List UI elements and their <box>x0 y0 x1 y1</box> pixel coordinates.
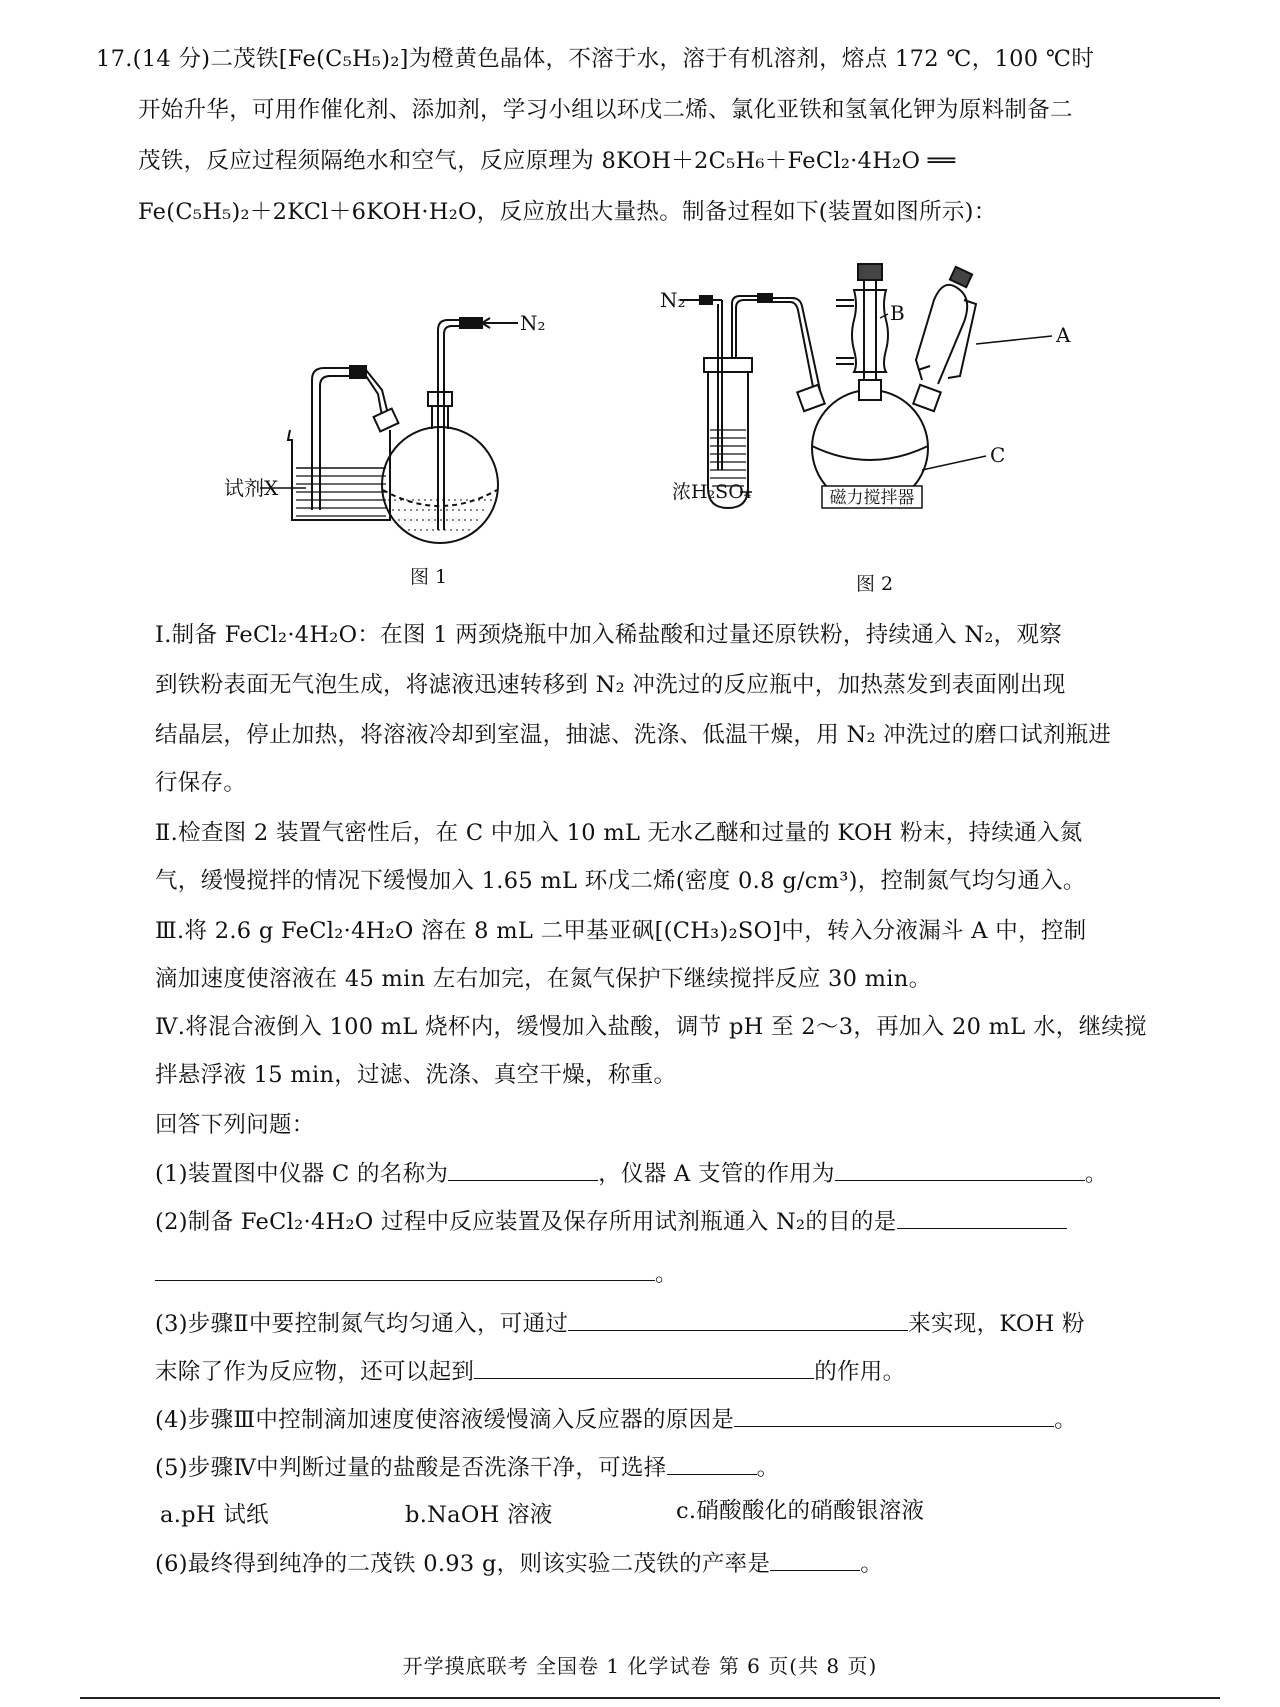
q6-text-a: (6)最终得到纯净的二茂铁 0.93 g，则该实验二茂铁的产率是 <box>155 1551 771 1577</box>
q3-blank-2[interactable] <box>474 1356 814 1379</box>
figure-1-apparatus <box>200 290 620 600</box>
step-1-line-3: 结晶层，停止加热，将溶液冷却到室温，抽滤、洗涤、低温干燥，用 N₂ 冲洗过的磨口试剂瓶进 <box>155 722 1112 748</box>
step-2-line-2: 气，缓慢搅拌的情况下缓慢加入 1.65 mL 环戊二烯(密度 0.8 g/cm³)，控制氮气均匀通入。 <box>155 868 1086 894</box>
fig2-label-c: C <box>990 443 1006 467</box>
q2-blank-2[interactable] <box>155 1258 655 1281</box>
q3-text-b: 来实现，KOH 粉 <box>908 1311 1085 1337</box>
step-1-line-4: 行保存。 <box>155 770 247 796</box>
fig2-n2-label: N₂ <box>660 288 686 312</box>
fig2-label-a: A <box>1056 323 1071 347</box>
q2-text-a: (2)制备 FeCl₂·4H₂O 过程中反应装置及保存所用试剂瓶通入 N₂的目的是 <box>155 1209 897 1235</box>
option-c: c.硝酸酸化的硝酸银溶液 <box>676 1498 925 1524</box>
question-6 <box>155 1548 883 1579</box>
figure-2-apparatus <box>660 260 1080 600</box>
fig1-reagent-label: 试剂X <box>224 476 279 500</box>
fig2-caption: 图 2 <box>856 573 894 595</box>
stirrer-label: 磁力搅拌器 <box>829 488 915 508</box>
step-1-line-2: 到铁粉表面无气泡生成，将滤液迅速转移到 N₂ 冲洗过的反应瓶中，加热蒸发到表面刚出现 <box>155 672 1066 698</box>
question-3 <box>155 1308 1085 1339</box>
bottom-rule <box>80 1697 1220 1699</box>
question-5 <box>155 1452 779 1483</box>
q3-text-d: 的作用。 <box>814 1359 906 1385</box>
option-b: b.NaOH 溶液 <box>405 1502 553 1528</box>
q5-blank[interactable] <box>667 1452 757 1475</box>
q1-blank-2[interactable] <box>835 1158 1085 1181</box>
question-4 <box>155 1404 1077 1435</box>
step-1-line-1: Ⅰ.制备 FeCl₂·4H₂O：在图 1 两颈烧瓶中加入稀盐酸和过量还原铁粉，持续通入 N₂，观察 <box>155 622 1063 648</box>
q2-text-b: 。 <box>655 1261 678 1287</box>
q3-blank-1[interactable] <box>568 1308 908 1331</box>
step-2-line-1: Ⅱ.检查图 2 装置气密性后，在 C 中加入 10 mL 无水乙醚和过量的 KOH 粉末，持续通入氮 <box>155 820 1083 846</box>
step-4-line-1: Ⅳ.将混合液倒入 100 mL 烧杯内，缓慢加入盐酸，调节 pH 至 2～3，再加入 20 mL 水，继续搅 <box>155 1014 1147 1040</box>
fig1-caption: 图 1 <box>410 566 448 588</box>
option-a: a.pH 试纸 <box>160 1502 269 1528</box>
intro-line-4: Fe(C₅H₅)₂＋2KCl＋6KOH·H₂O，反应放出大量热。制备过程如下(装置如图所示)： <box>138 199 997 225</box>
question-2-cont <box>155 1258 678 1289</box>
answer-prompt: 回答下列问题： <box>155 1112 315 1138</box>
q1-text-b: ，仪器 A 支管的作用为 <box>598 1161 835 1187</box>
q3-text-c: 末除了作为反应物，还可以起到 <box>155 1359 475 1385</box>
question-2 <box>155 1206 1067 1237</box>
q1-blank-1[interactable] <box>448 1158 598 1181</box>
fig2-label-b: B <box>890 301 905 325</box>
q4-text-b: 。 <box>1054 1407 1077 1433</box>
step-3-line-2: 滴加速度使溶液在 45 min 左右加完，在氮气保护下继续搅拌反应 30 min。 <box>155 966 932 992</box>
fig1-n2-label: N₂ <box>520 311 546 335</box>
page-footer: 开学摸底联考 全国卷 1 化学试卷 第 6 页(共 8 页) <box>402 1654 878 1678</box>
intro-line-1: 17.(14 分)二茂铁[Fe(C₅H₅)₂]为橙黄色晶体，不溶于水，溶于有机溶剂，熔点 172 ℃，100 ℃时 <box>96 46 1095 72</box>
q3-text-a: (3)步骤Ⅱ中要控制氮气均匀通入，可通过 <box>155 1311 569 1337</box>
question-1 <box>155 1158 1108 1189</box>
q4-text-a: (4)步骤Ⅲ中控制滴加速度使溶液缓慢滴入反应器的原因是 <box>155 1407 735 1433</box>
q2-blank-1[interactable] <box>897 1206 1067 1229</box>
q5-text-a: (5)步骤Ⅳ中判断过量的盐酸是否洗涤干净，可选择 <box>155 1455 667 1481</box>
fig2-acid-label: 浓H₂SO₄ <box>672 481 752 503</box>
q5-text-b: 。 <box>756 1455 780 1481</box>
q4-blank[interactable] <box>734 1404 1054 1427</box>
q1-text-c: 。 <box>1084 1161 1108 1187</box>
q6-text-b: 。 <box>860 1551 884 1577</box>
step-3-line-1: Ⅲ.将 2.6 g FeCl₂·4H₂O 溶在 8 mL 二甲基亚砜[(CH₃)₂SO]中，转入分液漏斗 A 中，控制 <box>155 918 1087 944</box>
q6-blank[interactable] <box>770 1548 860 1571</box>
intro-line-3: 茂铁，反应过程须隔绝水和空气，反应原理为 8KOH＋2C₅H₆＋FeCl₂·4H₂O ══ <box>138 148 956 174</box>
step-4-line-2: 拌悬浮液 15 min，过滤、洗涤、真空干燥，称重。 <box>155 1062 677 1088</box>
question-3-cont <box>155 1356 905 1387</box>
intro-line-2: 开始升华，可用作催化剂、添加剂，学习小组以环戊二烯、氯化亚铁和氢氧化钾为原料制备二 <box>138 97 1073 123</box>
q1-text-a: (1)装置图中仪器 C 的名称为 <box>155 1161 449 1187</box>
